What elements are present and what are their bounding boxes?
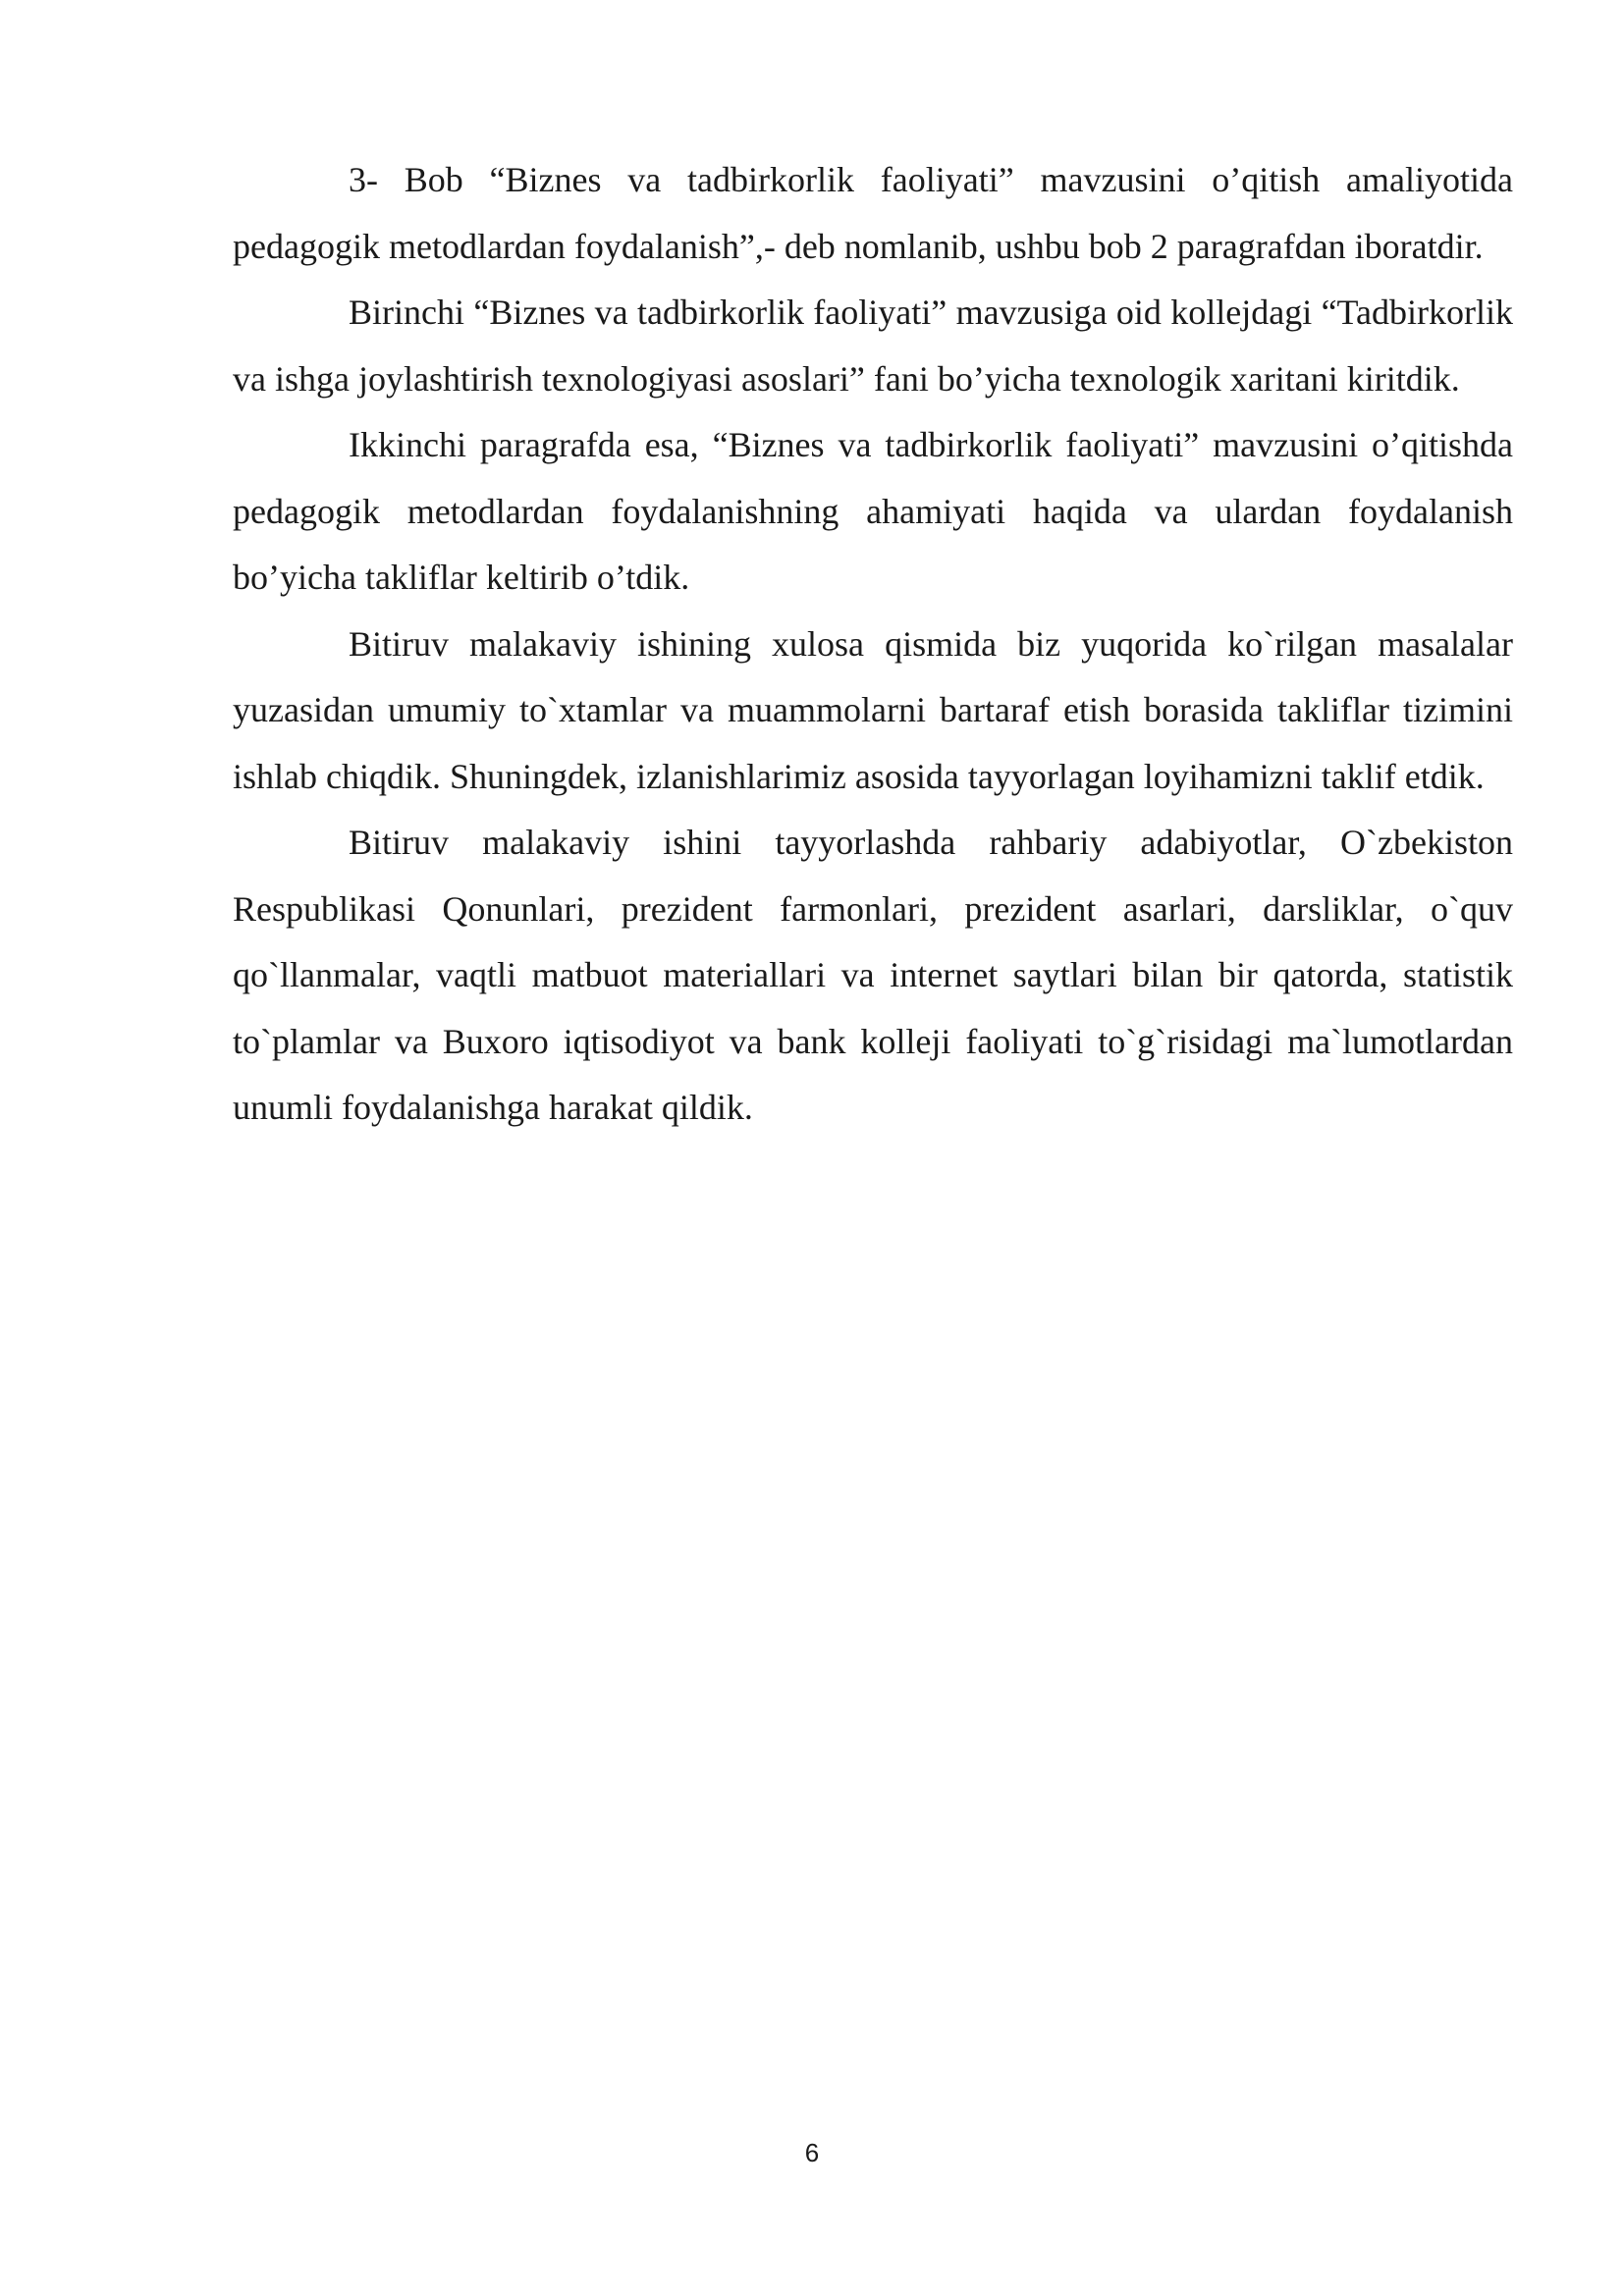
document-body [233,147,1513,1142]
paragraph-sources: Bitiruv malakaviy ishini tayyorlashda rahbariy adabiyotlar, O`zbekiston Respublikasi Qonunlari, prezident farmonlari, prezident asarlari, darsliklar, o`quv qo`llanmalar, vaqtli matbuot materiallari va internet saytlari bilan bir qatorda, statistik to`plamlar va Buxoro iqtisodiyot va bank kolleji faoliyati to`g`risidagi ma`lumotlardan unumli foydalanishga harakat qildik. [233,823,1513,1127]
page-number: 6 [804,2138,820,2167]
paragraph-second-section: Ikkinchi paragrafda esa, “Biznes va tadbirkorlik faoliyati” mavzusini o’qitishda pedagogik metodlardan foydalanishning ahamiyati haqida va ulardan foydalanish bo’yicha takliflar keltirib o’tdik. [233,425,1513,597]
paragraph-chapter-3: 3- Bob “Biznes va tadbirkorlik faoliyati” mavzusini o’qitish amaliyotida pedagogik metodlardan foydalanish”,- deb nomlanib, ushbu bob 2 paragrafdan iboratdir. [233,160,1513,266]
paragraph-first-section: Birinchi “Biznes va tadbirkorlik faoliyati” mavzusiga oid kollejdagi “Tadbirkorlik va ishga joylashtirish texnologiyasi asoslari” fani bo’yicha texnologik xaritani kiritdik. [233,293,1513,399]
paragraph-conclusion: Bitiruv malakaviy ishining xulosa qismida biz yuqorida ko`rilgan masalalar yuzasidan umumiy to`xtamlar va muammolarni bartaraf etish borasida takliflar tizimini ishlab chiqdik. Shuningdek, izlanishlarimiz asosida tayyorlagan loyihamizni taklif etdik. [233,623,1513,796]
